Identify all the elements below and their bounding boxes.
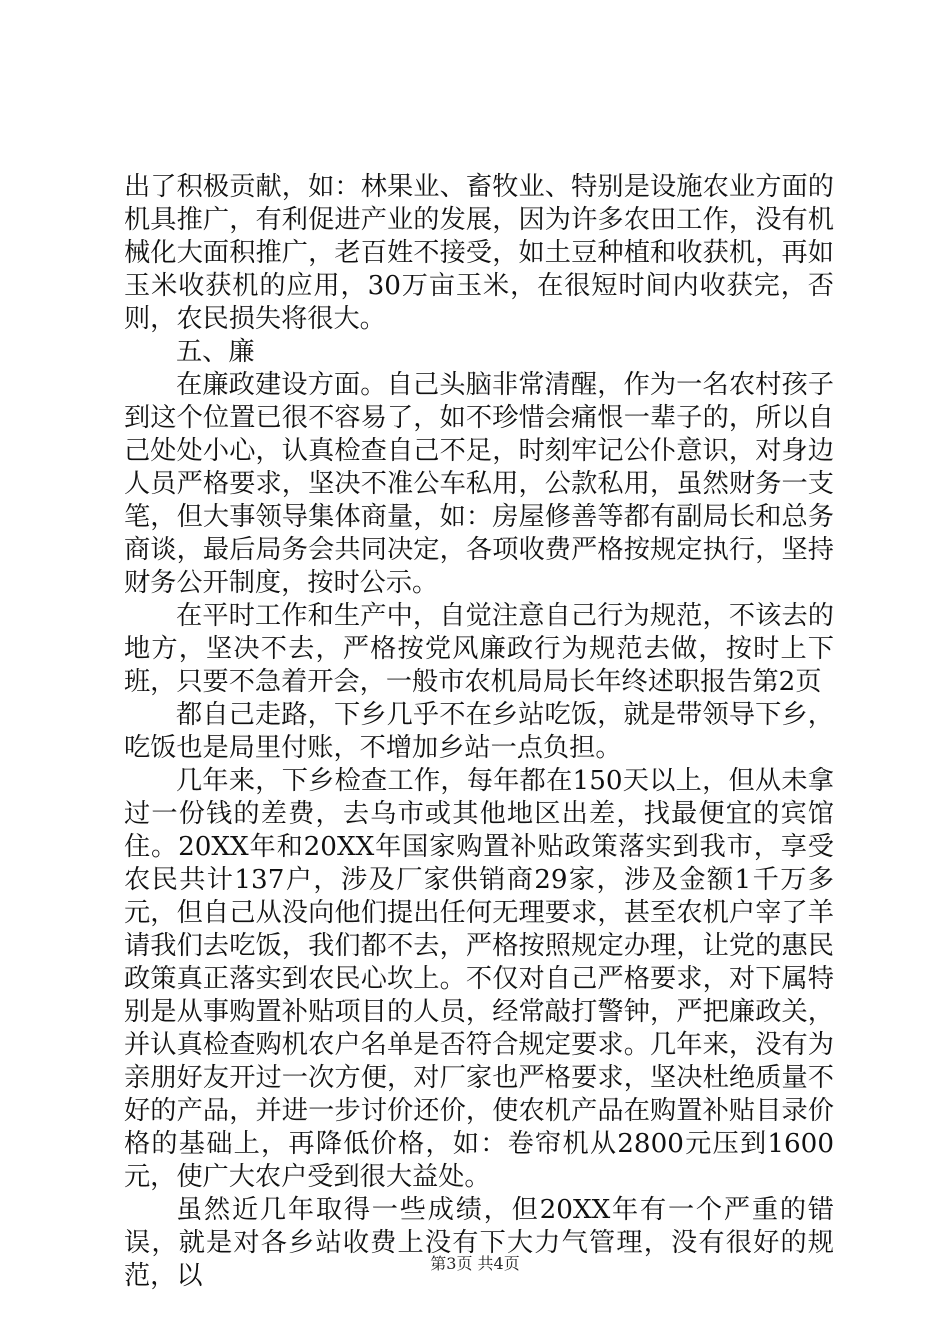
- paragraph-continuation: 出了积极贡献，如：林果业、畜牧业、特别是设施农业方面的机具推广，有利促进产业的发展，因为许多农田工作，没有机械化大面积推广，老百姓不接受，如土豆种植和收获机，再如玉米收获机的应用，30万亩玉米，在很短时间内收获完，否则，农民损失将很大。: [124, 172, 834, 334]
- paragraph: 虽然近几年取得一些成绩，但20XX年有一个严重的错误，就是对各乡站收费上没有下大力气管理，没有很好的规范，以: [124, 1195, 834, 1291]
- section-heading: 五、廉: [176, 337, 255, 367]
- paragraph: 都自己走路，下乡几乎不在乡站吃饭，就是带领导下乡，吃饭也是局里付账，不增加乡站一点负担。: [124, 700, 834, 763]
- document-body: [124, 171, 834, 1293]
- paragraph: 在廉政建设方面。自己头脑非常清醒，作为一名农村孩子到这个位置已很不容易了，如不珍惜会痛恨一辈子的，所以自己处处小心，认真检查自己不足，时刻牢记公仆意识，对身边人员严格要求，坚决不准公车私用，公款私用，虽然财务一支笔，但大事领导集体商量，如：房屋修善等都有副局长和总务商谈，最后局务会共同决定，各项收费严格按规定执行，坚持财务公开制度，按时公示。: [124, 370, 834, 598]
- paragraph: 几年来，下乡检查工作，每年都在150天以上，但从未拿过一份钱的差费，去乌市或其他地区出差，找最便宜的宾馆住。20XX年和20XX年国家购置补贴政策落实到我市，享受农民共计137户，涉及厂家供销商29家，涉及金额1千万多元，但自己从没向他们提出任何无理要求，甚至农机户宰了羊请我们去吃饭，我们都不去，严格按照规定办理，让党的惠民政策真正落实到农民心坎上。不仅对自己严格要求，对下属特别是从事购置补贴项目的人员，经常敲打警钟，严把廉政关，并认真检查购机农户名单是否符合规定要求。几年来，没有为亲朋好友开过一次方便，对厂家也严格要求，坚决杜绝质量不好的产品，并进一步讨价还价，使农机产品在购置补贴目录价格的基础上，再降低价格，如：卷帘机从2800元压到1600元，使广大农户受到很大益处。: [124, 766, 834, 1192]
- page-number-footer: 第3页 共4页: [430, 1254, 520, 1273]
- paragraph: 在平时工作和生产中，自觉注意自己行为规范，不该去的地方，坚决不去，严格按党风廉政行为规范去做，按时上下班，只要不急着开会，一般市农机局局长年终述职报告第2页: [124, 601, 834, 697]
